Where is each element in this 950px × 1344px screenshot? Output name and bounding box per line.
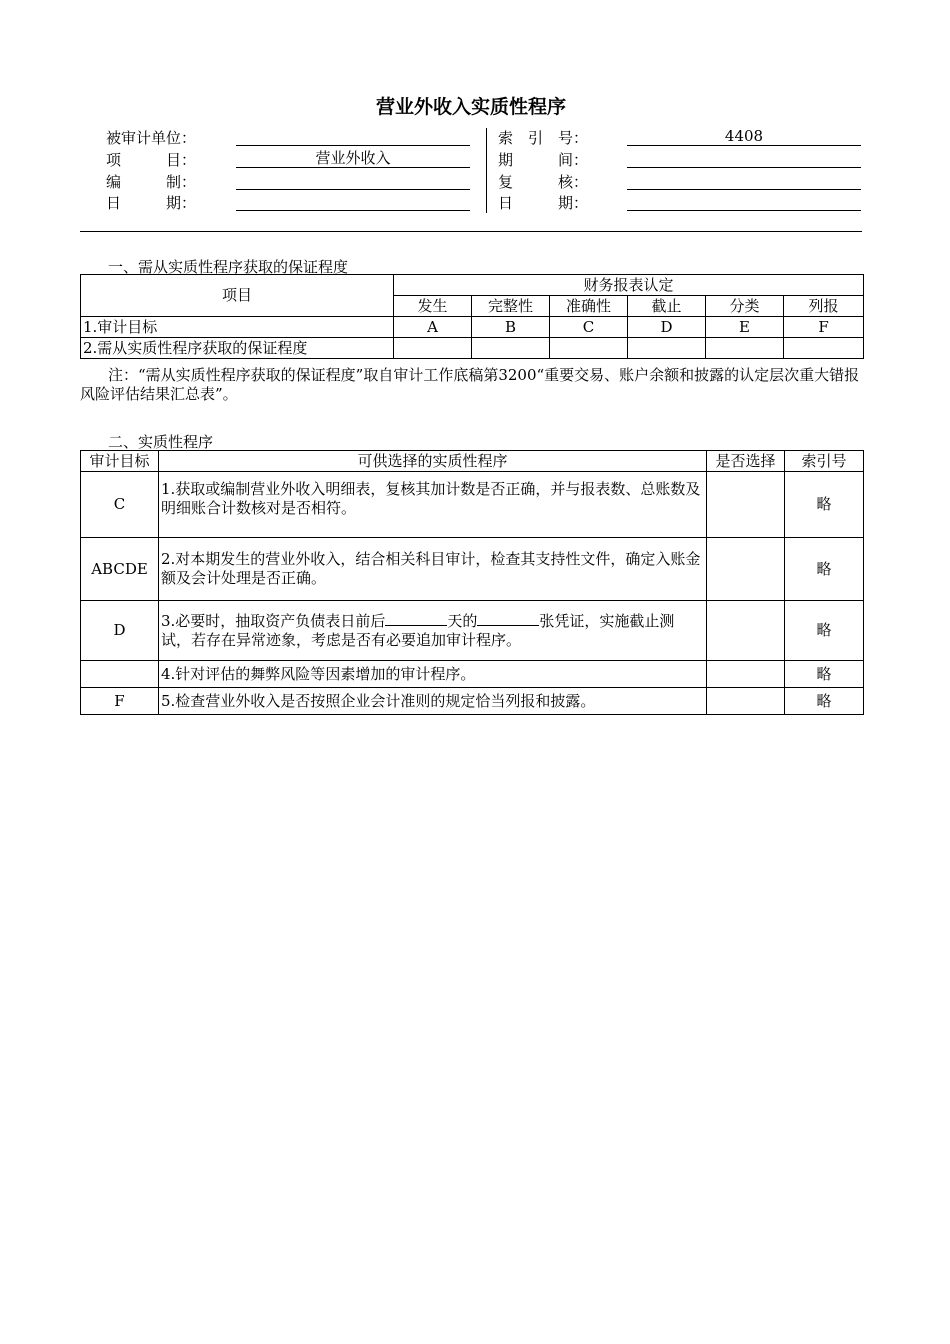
objective-cell: D (81, 601, 159, 661)
procedure-text: 4.针对评估的舞弊风险等因素增加的审计程序。 (161, 664, 476, 683)
procedure-text-part: 张凭证，实施截止测试，若存在异常迹象，考虑是否有必要追加审计程序。 (161, 612, 675, 649)
selected-cell[interactable] (707, 538, 785, 601)
procedure-cell (159, 601, 707, 661)
table-cell[interactable] (394, 338, 472, 359)
header-separator (80, 231, 862, 232)
objective-cell: C (81, 472, 159, 538)
period-label: 期 间： (498, 151, 589, 169)
procedure-text: 1.获取或编制营业外收入明细表，复核其加计数是否正确，并与报表数、总账数及明细账合计数核对是否相符。 (161, 479, 701, 517)
table-cell: E (706, 317, 784, 338)
assurance-table (80, 274, 864, 359)
table-cell: A (394, 317, 472, 338)
assertion-presentation: 列报 (784, 296, 864, 317)
section1-heading: 一、需从实质性程序获取的保证程度 (108, 258, 349, 276)
objective-cell: ABCDE (81, 538, 159, 601)
index-no-label: 索 引 号： (498, 129, 589, 147)
procedure-text-part: 3.必要时，抽取资产负债表日前后 (161, 612, 386, 630)
preparer-label: 编 制： (106, 173, 197, 191)
review-date-label: 日 期： (498, 194, 589, 212)
table-row (81, 538, 864, 601)
col-header-objective: 审计目标 (81, 451, 159, 472)
item-label: 项 目： (106, 151, 197, 169)
auditee-label: 被审计单位： (106, 129, 197, 147)
row-label: 1.审计目标 (81, 317, 394, 338)
row-label: 2.需从实质性程序获取的保证程度 (81, 338, 394, 359)
reviewer-field[interactable] (627, 171, 861, 190)
procedure-cell (159, 661, 707, 688)
procedure-text-part: 天的 (447, 612, 478, 630)
prep-date-label: 日 期： (106, 194, 197, 212)
days-blank[interactable] (385, 611, 447, 626)
objective-cell: F (81, 688, 159, 715)
table-cell[interactable] (706, 338, 784, 359)
assertion-accuracy: 准确性 (550, 296, 628, 317)
table-row (81, 317, 864, 338)
table-cell: D (628, 317, 706, 338)
auditee-field[interactable] (236, 127, 470, 146)
col-header-index: 索引号 (785, 451, 864, 472)
objective-cell (81, 661, 159, 688)
prep-date-field[interactable] (236, 192, 470, 211)
index-cell: 略 (785, 661, 864, 688)
assertion-classification: 分类 (706, 296, 784, 317)
assertion-occurrence: 发生 (394, 296, 472, 317)
index-cell: 略 (785, 472, 864, 538)
selected-cell[interactable] (707, 472, 785, 538)
procedure-cell (159, 688, 707, 715)
table-row (81, 601, 864, 661)
col-header-selected: 是否选择 (707, 451, 785, 472)
assertion-completeness: 完整性 (472, 296, 550, 317)
item-header: 项目 (81, 275, 394, 317)
index-cell: 略 (785, 538, 864, 601)
note-text: 注：“需从实质性程序获取的保证程度”取自审计工作底稿第3200“重要交易、账户余额和披露的认定层次重大错报风险评估结果汇总表”。 (80, 366, 860, 403)
procedure-text: 2.对本期发生的营业外收入，结合相关科目审计，检查其支持性文件，确定入账金额及会计处理是否正确。 (161, 550, 701, 587)
section2-heading: 二、实质性程序 (108, 433, 214, 451)
preparer-field[interactable] (236, 171, 470, 190)
reviewer-label: 复 核： (498, 173, 589, 191)
table-row (81, 472, 864, 538)
table-cell[interactable] (550, 338, 628, 359)
procedure-cell (159, 538, 707, 601)
table-cell: B (472, 317, 550, 338)
procedures-table (80, 450, 864, 715)
page-title: 营业外收入实质性程序 (375, 96, 566, 118)
vouchers-blank[interactable] (477, 611, 539, 626)
table-cell[interactable] (784, 338, 864, 359)
col-header-procedure: 可供选择的实质性程序 (159, 451, 707, 472)
index-no-field[interactable]: 4408 (627, 127, 861, 146)
index-cell: 略 (785, 688, 864, 715)
table-row (81, 688, 864, 715)
table-cell: F (784, 317, 864, 338)
table-cell[interactable] (628, 338, 706, 359)
selected-cell[interactable] (707, 661, 785, 688)
table-row (81, 661, 864, 688)
table-row (81, 338, 864, 359)
assertions-group-header: 财务报表认定 (394, 275, 864, 296)
review-date-field[interactable] (627, 192, 861, 211)
procedure-text (161, 611, 704, 650)
header-divider (486, 128, 487, 213)
selected-cell[interactable] (707, 601, 785, 661)
table-cell: C (550, 317, 628, 338)
procedure-text: 5.检查营业外收入是否按照企业会计准则的规定恰当列报和披露。 (161, 691, 596, 710)
period-field[interactable] (627, 149, 861, 168)
assertion-cutoff: 截止 (628, 296, 706, 317)
table-cell[interactable] (472, 338, 550, 359)
item-field[interactable]: 营业外收入 (236, 149, 470, 168)
procedure-cell (159, 472, 707, 538)
selected-cell[interactable] (707, 688, 785, 715)
index-cell: 略 (785, 601, 864, 661)
